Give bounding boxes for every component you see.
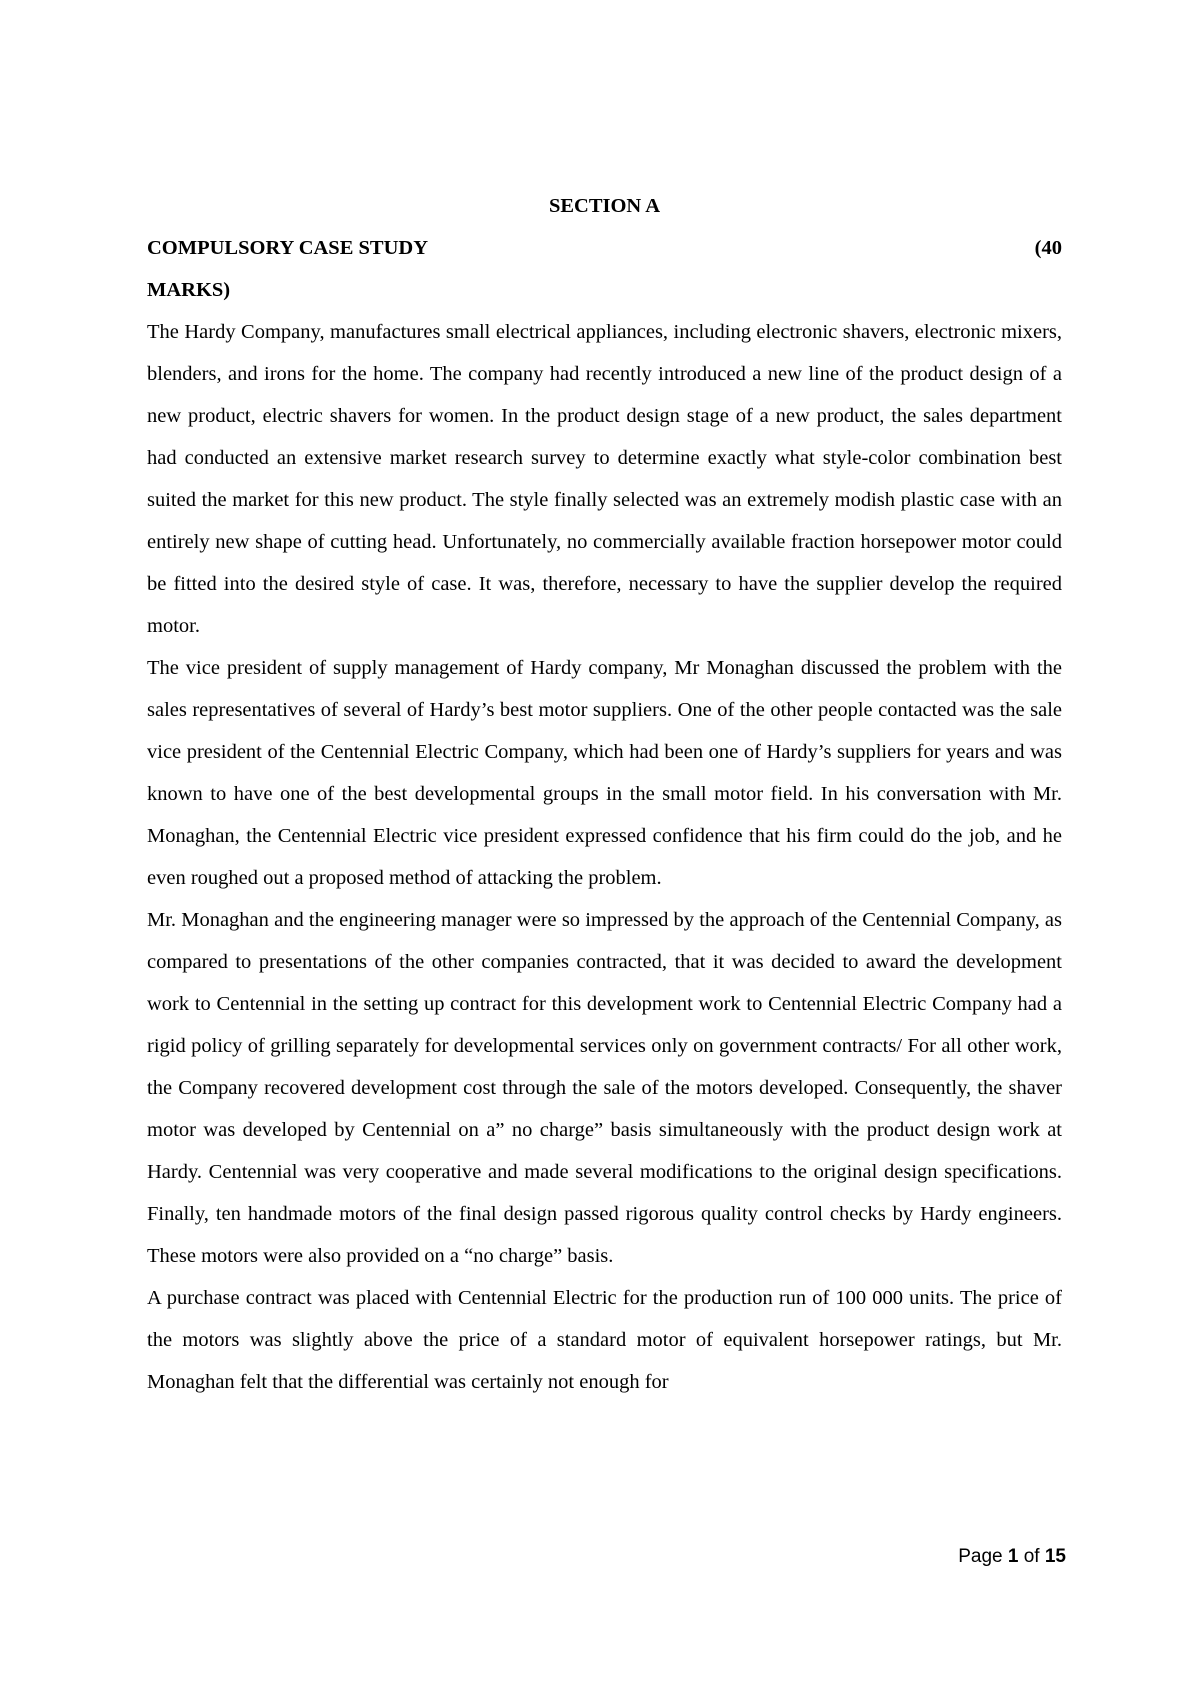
paragraph-4: A purchase contract was placed with Centennial Electric for the production run of 100 000 units. The price of the motors was slightly above the price of a standard motor of equivalent horsepower ratings, but Mr. Monaghan felt that the differential was certainly not enough for [147,1287,1062,1393]
page-footer [958,1546,1066,1568]
case-study-marks-close: MARKS) [147,279,231,301]
footer-of-word: of [1023,1546,1040,1567]
paragraph-2: The vice president of supply management of Hardy company, Mr Monaghan discussed the problem with the sales representatives of several of Hardy’s best motor suppliers. One of the other people contacted was the sale vice president of the Centennial Electric Company, which had been one of Hardy’s suppliers for years and was known to have one of the best developmental groups in the small motor field. In his conversation with Mr. Monaghan, the Centennial Electric vice president expressed confidence that his firm could do the job, and he even roughed out a proposed method of attacking the problem. [147,657,1062,889]
paragraph-3: Mr. Monaghan and the engineering manager were so impressed by the approach of the Centennial Company, as compared to presentations of the other companies contracted, that it was decided to award the development work to Centennial in the setting up contract for this development work to Centennial Electric Company had a rigid policy of grilling separately for developmental services only on government contracts/ For all other work, the Company recovered development cost through the sale of the motors developed. Consequently, the shaver motor was developed by Centennial on a” no charge” basis simultaneously with the product design work at Hardy. Centennial was very cooperative and made several modifications to the original design specifications. Finally, ten handmade motors of the final design passed rigorous quality control checks by Hardy engineers. These motors were also provided on a “no charge” basis. [147,909,1062,1267]
footer-page-word: Page [958,1546,1003,1567]
case-study-heading [147,227,1062,311]
footer-total-pages: 15 [1044,1546,1066,1567]
paragraph-1: The Hardy Company, manufactures small electrical appliances, including electronic shavers, electronic mixers, blenders, and irons for the home. The company had recently introduced a new line of the product design of a new product, electric shavers for women. In the product design stage of a new product, the sales department had conducted an extensive market research survey to determine exactly what style-color combination best suited the market for this new product. The style finally selected was an extremely modish plastic case with an entirely new shape of cutting head. Unfortunately, no commercially available fraction horsepower motor could be fitted into the desired style of case. It was, therefore, necessary to have the supplier develop the required motor. [147,321,1062,637]
case-study-title: COMPULSORY CASE STUDY [147,237,428,259]
section-title: SECTION A [548,195,661,217]
document-body [147,185,1062,1403]
footer-page-number: 1 [1007,1546,1019,1567]
case-study-marks-open: (40 [1034,237,1062,259]
